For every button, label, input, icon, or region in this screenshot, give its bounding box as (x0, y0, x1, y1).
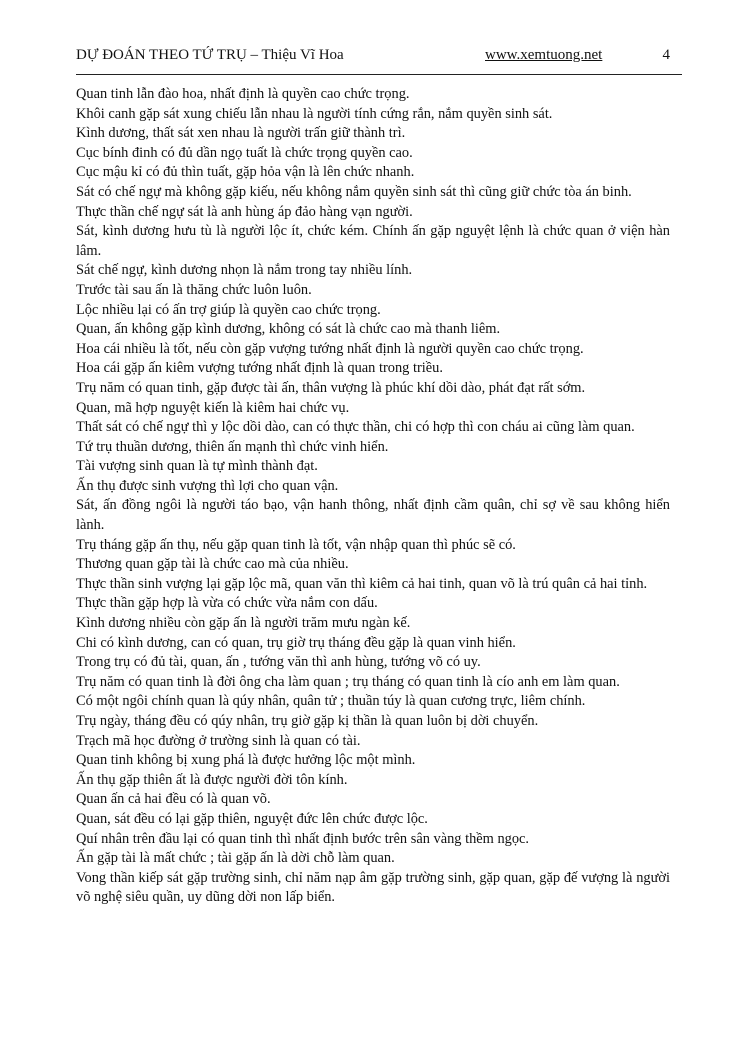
body-paragraph: Cục bính đinh có đủ dần ngọ tuất là chức trọng quyền cao. (76, 144, 413, 161)
body-paragraph: Trụ tháng gặp ấn thụ, nếu gặp quan tinh là tốt, vận nhập quan thì phúc sẽ có. (76, 536, 516, 553)
body-paragraph: Có một ngôi chính quan là qúy nhân, quân tử ; thuần túy là quan cương trực, liêm chính. (76, 693, 586, 710)
body-paragraph: Quan tinh lẫn đào hoa, nhất định là quyền cao chức trọng. (76, 86, 410, 102)
website-link[interactable]: www.xemtuong.net (485, 47, 603, 63)
body-paragraph: Quan ấn cả hai đều có là quan võ. (76, 791, 271, 808)
body-paragraph: Thực thần gặp hợp là vừa có chức vừa nắm con dấu. (76, 595, 378, 612)
body-paragraph: Quí nhân trên đầu lại có quan tinh thì nhất định bước trên sân vàng thềm ngọc. (76, 830, 530, 847)
body-paragraph: Trụ năm có quan tinh, gặp được tài ấn, thân vượng là phúc khí dồi dào, phát đạt rất sớm. (76, 379, 586, 396)
body-paragraph: Sát chế ngự, kình dương nhọn là nắm trong tay nhiều lính. (76, 262, 413, 279)
body-paragraph: Sát có chế ngự mà không gặp kiếu, nếu không nắm quyền sinh sát thì cũng giữ chức tòa án binh. (76, 183, 632, 200)
document-title: DỰ ĐOÁN THEO TỨ TRỤ – Thiệu Vĩ Hoa (76, 47, 344, 63)
body-paragraph: Thất sát có chế ngự thì y lộc dồi dào, can có thực thần, chi có hợp thì con cháu ai cũng làm quan. (76, 419, 635, 436)
body-paragraph: Thương quan gặp tài là chức cao mà của nhiều. (76, 556, 349, 573)
body-paragraph: Trước tài sau ấn là thăng chức luôn luôn. (76, 281, 312, 298)
body-paragraph: Trong trụ có đủ tài, quan, ấn , tướng văn thì anh hùng, tướng võ có uy. (76, 654, 481, 671)
page-header (76, 45, 682, 67)
body-paragraph: Hoa cái nhiều là tốt, nếu còn gặp vượng tướng nhất định là người quyền cao chức trọng. (76, 340, 584, 357)
body-paragraph: Trạch mã học đường ở trường sinh là quan có tài. (76, 732, 361, 749)
page-number: 4 (662, 47, 670, 63)
body-paragraph: Lộc nhiều lại có ấn trợ giúp là quyền cao chức trọng. (76, 301, 381, 318)
body-paragraph: Quan, ấn không gặp kình dương, không có sát là chức cao mà thanh liêm. (76, 321, 501, 338)
body-paragraph: Kình dương nhiều còn gặp ấn là người trăm mưu ngàn kế. (76, 615, 411, 632)
body-paragraph: Hoa cái gặp ấn kiêm vượng tướng nhất định là quan trong triều. (76, 360, 443, 377)
body-paragraph: Sát, kình dương hưu tù là người lộc ít, chức kém. Chính ấn gặp nguyệt lệnh là chức quan ở viện hàn lâm. (76, 223, 670, 259)
body-paragraph: Cục mậu kỉ có đủ thìn tuất, gặp hỏa vận là lên chức nhanh. (76, 164, 415, 181)
body-paragraph: Sát, ấn đồng ngôi là người táo bạo, vận hanh thông, nhất định cầm quân, chỉ sợ về sau không hiển lành. (76, 497, 670, 534)
body-paragraph: Thực thần chế ngự sát là anh hùng áp đảo hàng vạn người. (76, 203, 413, 220)
body-paragraph: Quan tinh không bị xung phá là được hưởng lộc một mình. (76, 752, 416, 769)
body-paragraph: Quan, mã hợp nguyệt kiến là kiêm hai chức vụ. (76, 399, 350, 416)
body-paragraph: Trụ ngày, tháng đều có qúy nhân, trụ giờ gặp kị thần là quan luôn bị dời chuyển. (76, 713, 539, 729)
body-paragraph: Thực thần sinh vượng lại gặp lộc mã, quan văn thì kiêm cả hai tinh, quan võ là trú quân cả hai tỉnh. (76, 575, 648, 592)
body-paragraph: Kình dương, thất sát xen nhau là người trấn giữ thành trì. (76, 125, 406, 142)
body-paragraph: Vong thần kiếp sát gặp trường sinh, chỉ năm nạp âm gặp trường sinh, gặp quan, gặp đế vượng là người võ nghệ siêu quần, uy dũng dời non lấp biển. (76, 869, 670, 906)
body-paragraph: Tứ trụ thuần dương, thiên ấn mạnh thì chức vinh hiển. (76, 438, 389, 455)
header-divider (76, 74, 682, 75)
body-paragraph: Trụ năm có quan tinh là đời ông cha làm quan ; trụ tháng có quan tinh là cío anh em làm quan. (76, 673, 620, 690)
body-paragraph: Ấn thụ được sinh vượng thì lợi cho quan vận. (76, 477, 339, 494)
document-body (76, 85, 670, 908)
body-paragraph: Tài vượng sinh quan là tự mình thành đạt. (76, 458, 318, 475)
body-paragraph: Quan, sát đều có lại gặp thiên, nguyệt đức lên chức được lộc. (76, 810, 428, 827)
body-paragraph: Ấn thụ gặp thiên ất là được người đời tôn kính. (76, 771, 348, 788)
body-paragraph: Chi có kình dương, can có quan, trụ giờ trụ tháng đều gặp là quan vinh hiển. (76, 634, 516, 651)
body-paragraph: Khôi canh gặp sát xung chiếu lẫn nhau là người tính cứng rắn, nắm quyền sinh sát. (76, 105, 553, 122)
body-paragraph: Ấn gặp tài là mất chức ; tài gặp ấn là dời chỗ làm quan. (76, 850, 395, 867)
